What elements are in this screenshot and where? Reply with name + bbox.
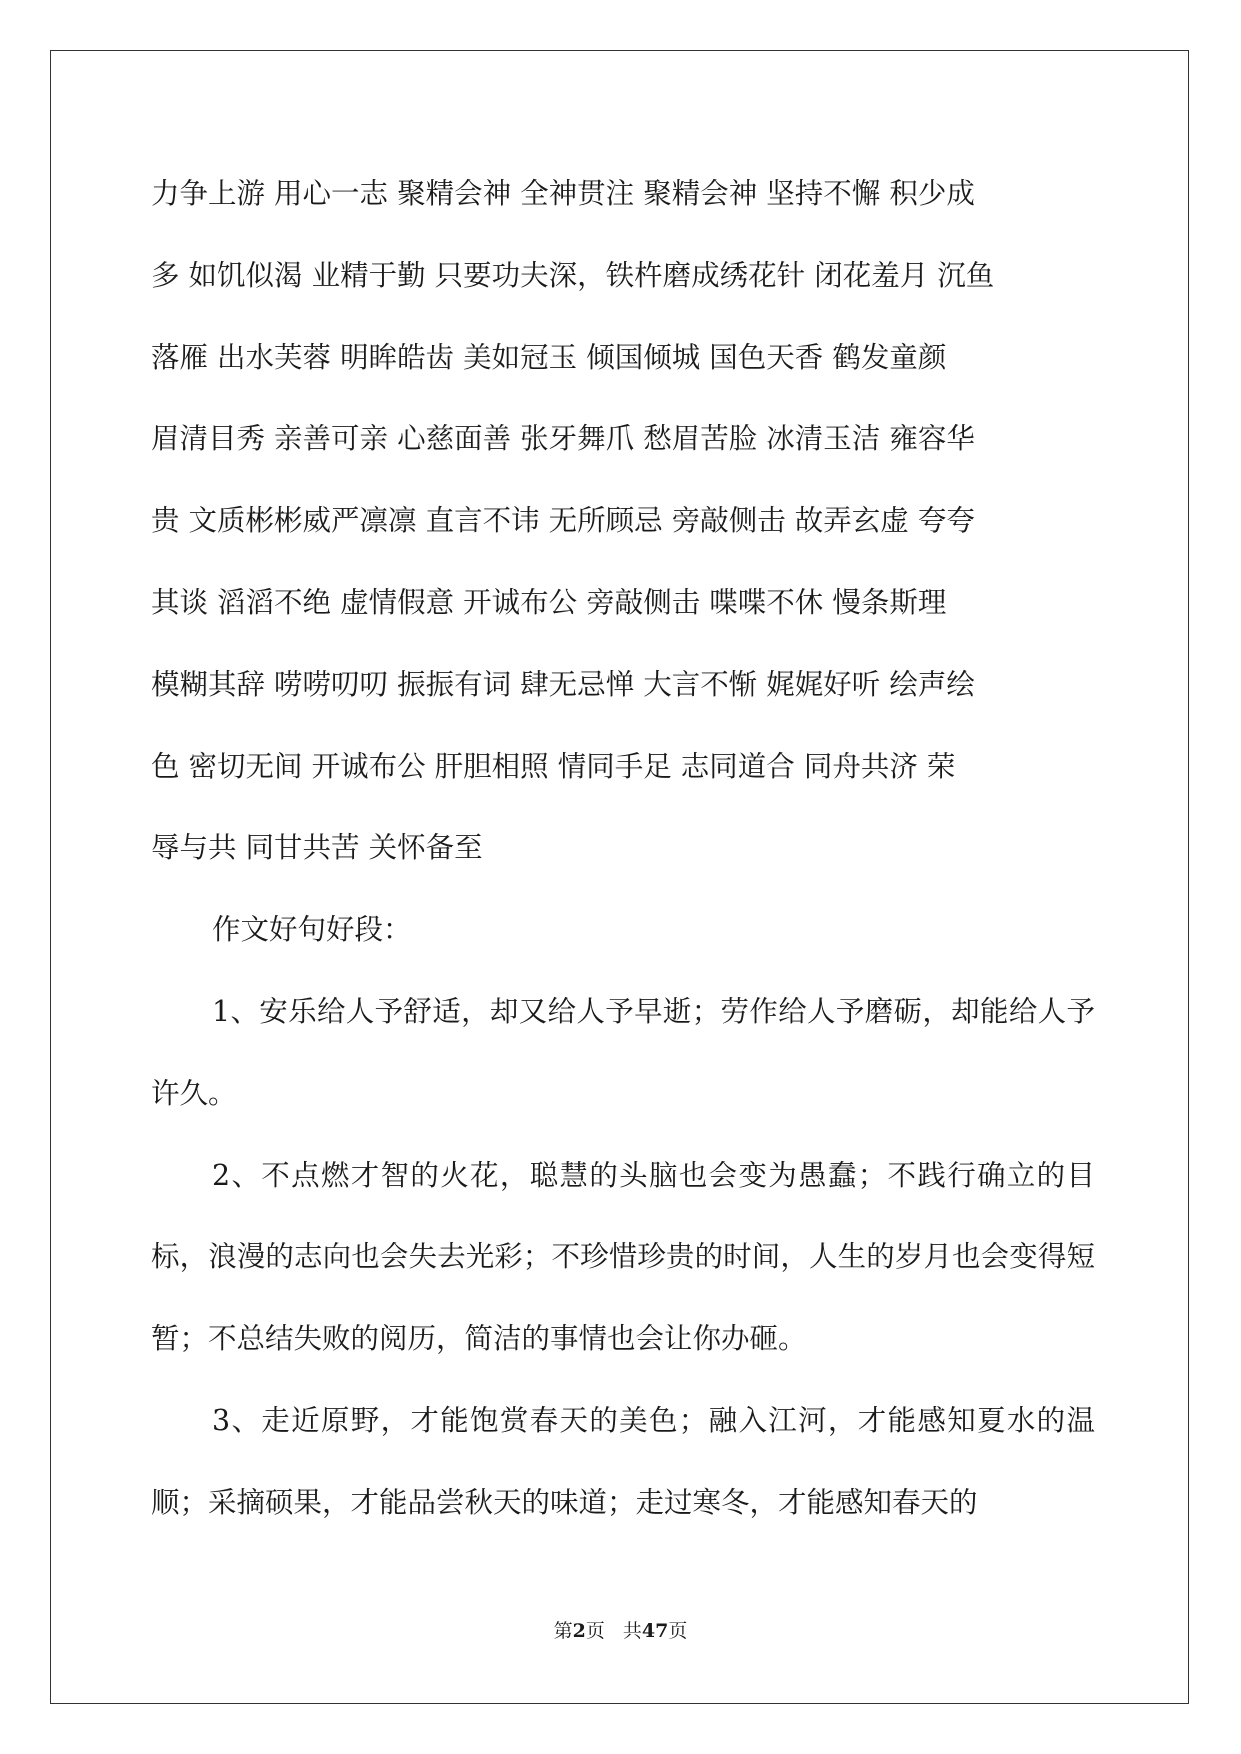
idiom-line: 模糊其辞 唠唠叨叨 振振有词 肆无忌惮 大言不惭 娓娓好听 绘声绘 — [151, 667, 975, 701]
idiom-line: 力争上游 用心一志 聚精会神 全神贯注 聚精会神 坚持不懈 积少成 — [151, 177, 975, 210]
idiom-line: 多 如饥似渴 业精于勤 只要功夫深，铁杵磨成绣花针 闭花羞月 沉鱼 — [151, 258, 995, 292]
total-suffix: 页 — [668, 1620, 688, 1642]
idiom-list — [151, 153, 1095, 889]
paragraph-3: 3、走近原野，才能饱赏春天的美色；融入江河，才能感知夏水的温顺；采摘硕果，才能品尝秋天的味道；走过寒冬，才能感知春天的 — [151, 1403, 1095, 1519]
page-footer — [0, 1619, 1241, 1643]
document-body — [151, 153, 1095, 1544]
idiom-line: 眉清目秀 亲善可亲 心慈面善 张牙舞爪 愁眉苦脸 冰清玉洁 雍容华 — [151, 422, 975, 456]
idiom-line: 辱与共 同甘共苦 关怀备至 — [151, 831, 483, 865]
page-prefix: 第 — [553, 1620, 573, 1642]
paragraph-2: 2、不点燃才智的火花，聪慧的头脑也会变为愚蠢；不践行确立的目标，浪漫的志向也会失去光彩；不珍惜珍贵的时间，人生的岁月也会变得短暂；不总结失败的阅历，简洁的事情也会让你办砸。 — [151, 1158, 1095, 1356]
page-total: 47 — [641, 1620, 669, 1642]
page-number: 2 — [572, 1620, 586, 1642]
paragraph-1: 1、安乐给人予舒适，却又给人予早逝；劳作给人予磨砺，却能给人予许久。 — [151, 994, 1095, 1110]
idiom-line: 落雁 出水芙蓉 明眸皓齿 美如冠玉 倾国倾城 国色天香 鹤发童颜 — [151, 340, 947, 374]
idiom-line: 其谈 滔滔不绝 虚情假意 开诚布公 旁敲侧击 喋喋不休 慢条斯理 — [151, 585, 947, 619]
page-suffix: 页 — [585, 1620, 605, 1642]
idiom-line: 色 密切无间 开诚布公 肝胆相照 情同手足 志同道合 同舟共济 荣 — [151, 749, 956, 783]
total-prefix: 共 — [622, 1620, 642, 1642]
idiom-line: 贵 文质彬彬威严凛凛 直言不讳 无所顾忌 旁敲侧击 故弄玄虚 夸夸 — [151, 504, 975, 538]
section-heading: 作文好句好段： — [212, 913, 412, 947]
